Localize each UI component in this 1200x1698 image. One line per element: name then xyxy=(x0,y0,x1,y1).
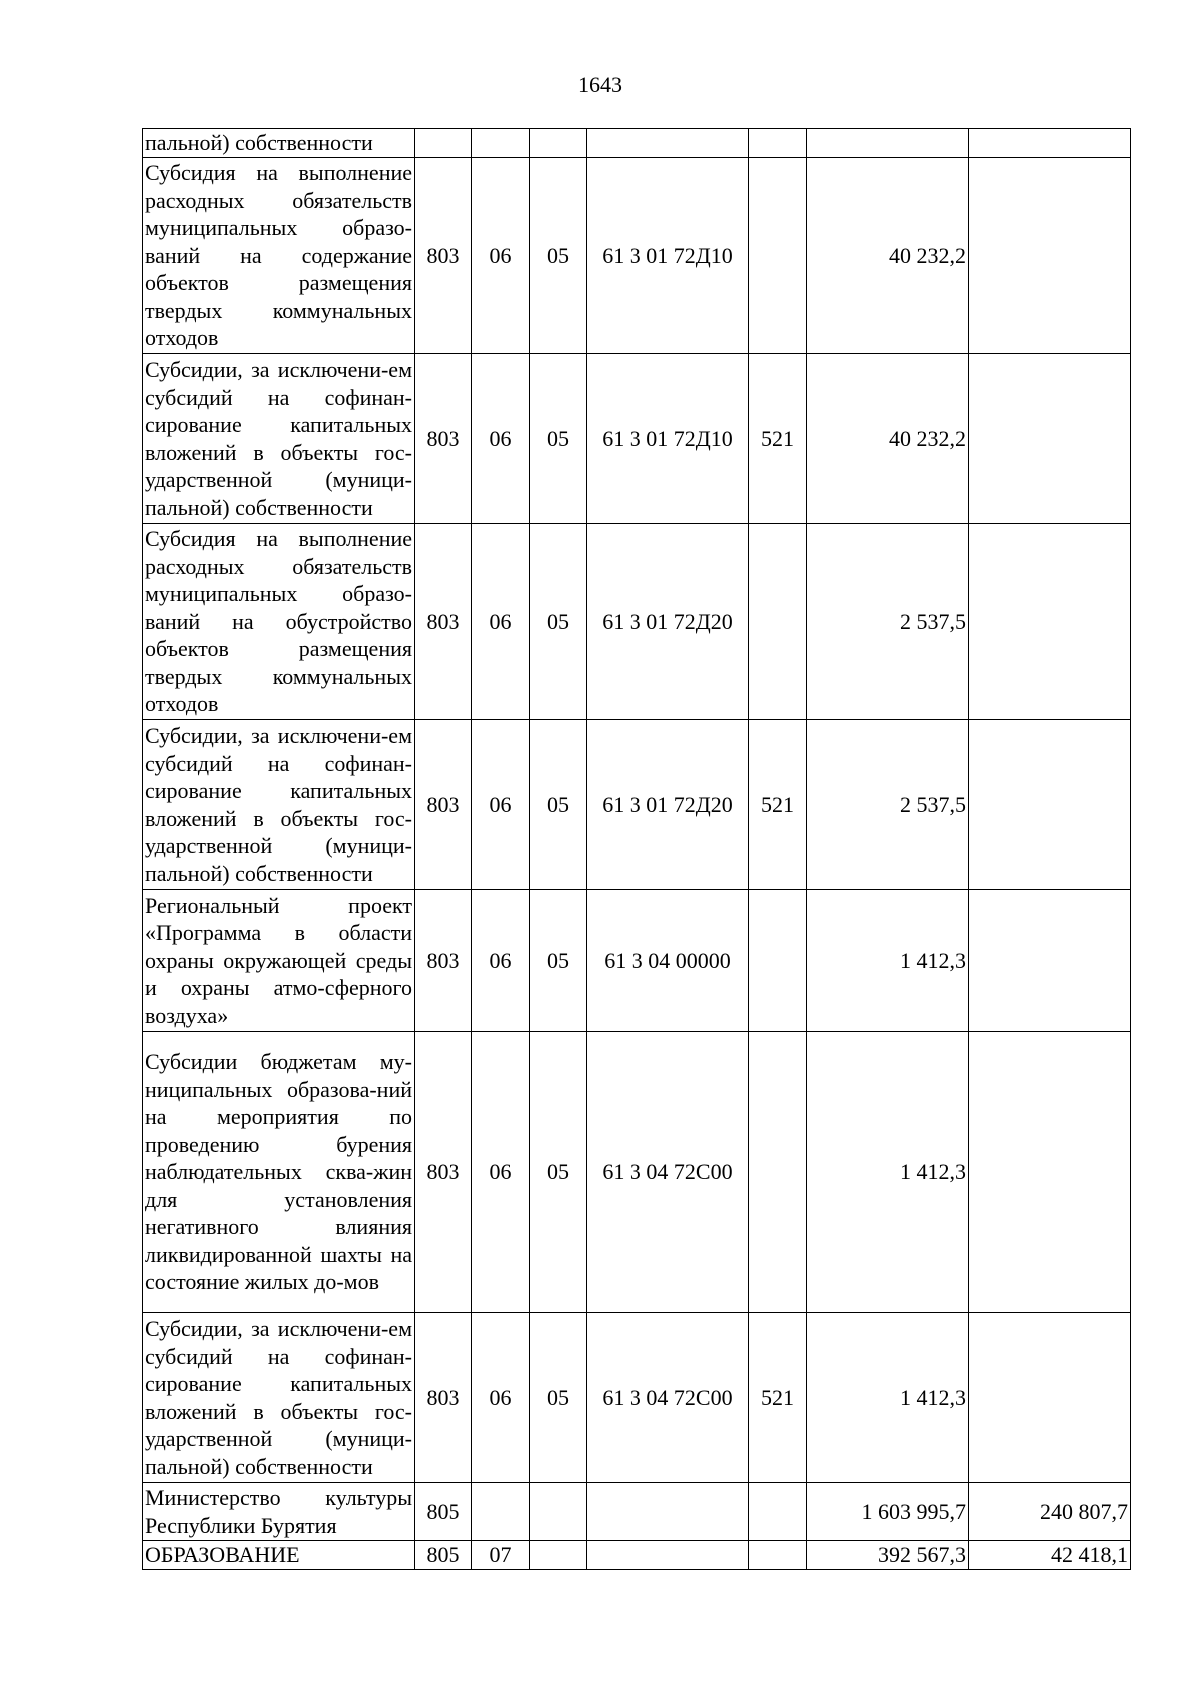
row-sum2 xyxy=(969,129,1131,158)
row-vr xyxy=(749,129,807,158)
row-cs: 61 3 04 00000 xyxy=(587,890,749,1032)
row-vr: 521 xyxy=(749,720,807,890)
row-sum2: 240 807,7 xyxy=(969,1483,1131,1541)
row-cs: 61 3 01 72Д10 xyxy=(587,158,749,354)
row-vr xyxy=(749,524,807,720)
row-sum1 xyxy=(807,129,969,158)
row-pr xyxy=(530,1483,587,1541)
row-gr: 803 xyxy=(415,524,472,720)
row-vr xyxy=(749,890,807,1032)
row-pr: 05 xyxy=(530,158,587,354)
row-rz: 06 xyxy=(472,354,530,524)
row-name: Субсидии бюджетам му-ниципальных образова-ний на мероприятия по проведению бурения наблюдательных сква-жин для установления негативного влияния ликвидированной шахты на состояние жилых до-мов xyxy=(143,1032,415,1313)
row-cs xyxy=(587,129,749,158)
row-gr: 803 xyxy=(415,1032,472,1313)
row-sum2 xyxy=(969,524,1131,720)
row-sum1: 2 537,5 xyxy=(807,720,969,890)
row-name: Субсидии, за исключени-ем субсидий на софинан-сирование капитальных вложений в объекты гос-ударственной (муници-пальной) собственности xyxy=(143,720,415,890)
row-gr: 805 xyxy=(415,1483,472,1541)
row-rz: 06 xyxy=(472,1313,530,1483)
row-sum1: 1 412,3 xyxy=(807,890,969,1032)
row-gr: 803 xyxy=(415,1313,472,1483)
row-sum2: 42 418,1 xyxy=(969,1541,1131,1570)
row-pr xyxy=(530,1541,587,1570)
row-rz: 06 xyxy=(472,524,530,720)
row-vr xyxy=(749,1483,807,1541)
row-sum1: 1 603 995,7 xyxy=(807,1483,969,1541)
table-row xyxy=(143,890,1131,1032)
row-cs xyxy=(587,1483,749,1541)
row-gr: 803 xyxy=(415,354,472,524)
row-sum2 xyxy=(969,720,1131,890)
row-vr xyxy=(749,1541,807,1570)
table-row xyxy=(143,524,1131,720)
row-name: ОБРАЗОВАНИЕ xyxy=(143,1541,415,1570)
row-sum1: 40 232,2 xyxy=(807,158,969,354)
row-gr: 803 xyxy=(415,890,472,1032)
row-name: Министерство культуры Республики Бурятия xyxy=(143,1483,415,1541)
table-row xyxy=(143,354,1131,524)
row-rz xyxy=(472,129,530,158)
row-vr xyxy=(749,1032,807,1313)
row-sum2 xyxy=(969,1032,1131,1313)
row-gr: 803 xyxy=(415,158,472,354)
row-vr: 521 xyxy=(749,354,807,524)
table-row xyxy=(143,1313,1131,1483)
row-sum2 xyxy=(969,1313,1131,1483)
row-name: Субсидия на выполнение расходных обязательств муниципальных образо-ваний на содержание объектов размещения твердых коммунальных отходов xyxy=(143,158,415,354)
row-rz: 07 xyxy=(472,1541,530,1570)
row-name: Субсидии, за исключени-ем субсидий на софинан-сирование капитальных вложений в объекты гос-ударственной (муници-пальной) собственности xyxy=(143,1313,415,1483)
row-sum1: 392 567,3 xyxy=(807,1541,969,1570)
row-sum2 xyxy=(969,890,1131,1032)
row-pr: 05 xyxy=(530,890,587,1032)
table-row xyxy=(143,158,1131,354)
budget-table xyxy=(142,128,1131,1570)
table-row xyxy=(143,1541,1131,1570)
row-cs: 61 3 04 72С00 xyxy=(587,1032,749,1313)
row-name: Субсидия на выполнение расходных обязательств муниципальных образо-ваний на обустройство объектов размещения твердых коммунальных отходов xyxy=(143,524,415,720)
row-sum1: 2 537,5 xyxy=(807,524,969,720)
row-name: Субсидии, за исключени-ем субсидий на софинан-сирование капитальных вложений в объекты гос-ударственной (муници-пальной) собственности xyxy=(143,354,415,524)
row-cs xyxy=(587,1541,749,1570)
page-number: 1643 xyxy=(578,72,622,97)
row-pr: 05 xyxy=(530,1032,587,1313)
row-cs: 61 3 01 72Д10 xyxy=(587,354,749,524)
row-rz: 06 xyxy=(472,890,530,1032)
row-rz: 06 xyxy=(472,158,530,354)
row-cs: 61 3 01 72Д20 xyxy=(587,720,749,890)
row-name: Региональный проект «Программа в области охраны окружающей среды и охраны атмо-сферного воздуха» xyxy=(143,890,415,1032)
row-gr xyxy=(415,129,472,158)
row-pr: 05 xyxy=(530,1313,587,1483)
row-pr xyxy=(530,129,587,158)
row-gr: 803 xyxy=(415,720,472,890)
table-row xyxy=(143,720,1131,890)
row-name: пальной) собственности xyxy=(143,129,415,158)
table-row xyxy=(143,1032,1131,1313)
row-sum1: 1 412,3 xyxy=(807,1032,969,1313)
row-sum2 xyxy=(969,158,1131,354)
row-cs: 61 3 01 72Д20 xyxy=(587,524,749,720)
row-sum1: 40 232,2 xyxy=(807,354,969,524)
row-pr: 05 xyxy=(530,354,587,524)
row-gr: 805 xyxy=(415,1541,472,1570)
row-cs: 61 3 04 72С00 xyxy=(587,1313,749,1483)
row-sum1: 1 412,3 xyxy=(807,1313,969,1483)
row-sum2 xyxy=(969,354,1131,524)
row-rz xyxy=(472,1483,530,1541)
row-pr: 05 xyxy=(530,720,587,890)
table-row xyxy=(143,129,1131,158)
row-rz: 06 xyxy=(472,1032,530,1313)
table-row xyxy=(143,1483,1131,1541)
row-vr: 521 xyxy=(749,1313,807,1483)
row-rz: 06 xyxy=(472,720,530,890)
row-vr xyxy=(749,158,807,354)
row-pr: 05 xyxy=(530,524,587,720)
